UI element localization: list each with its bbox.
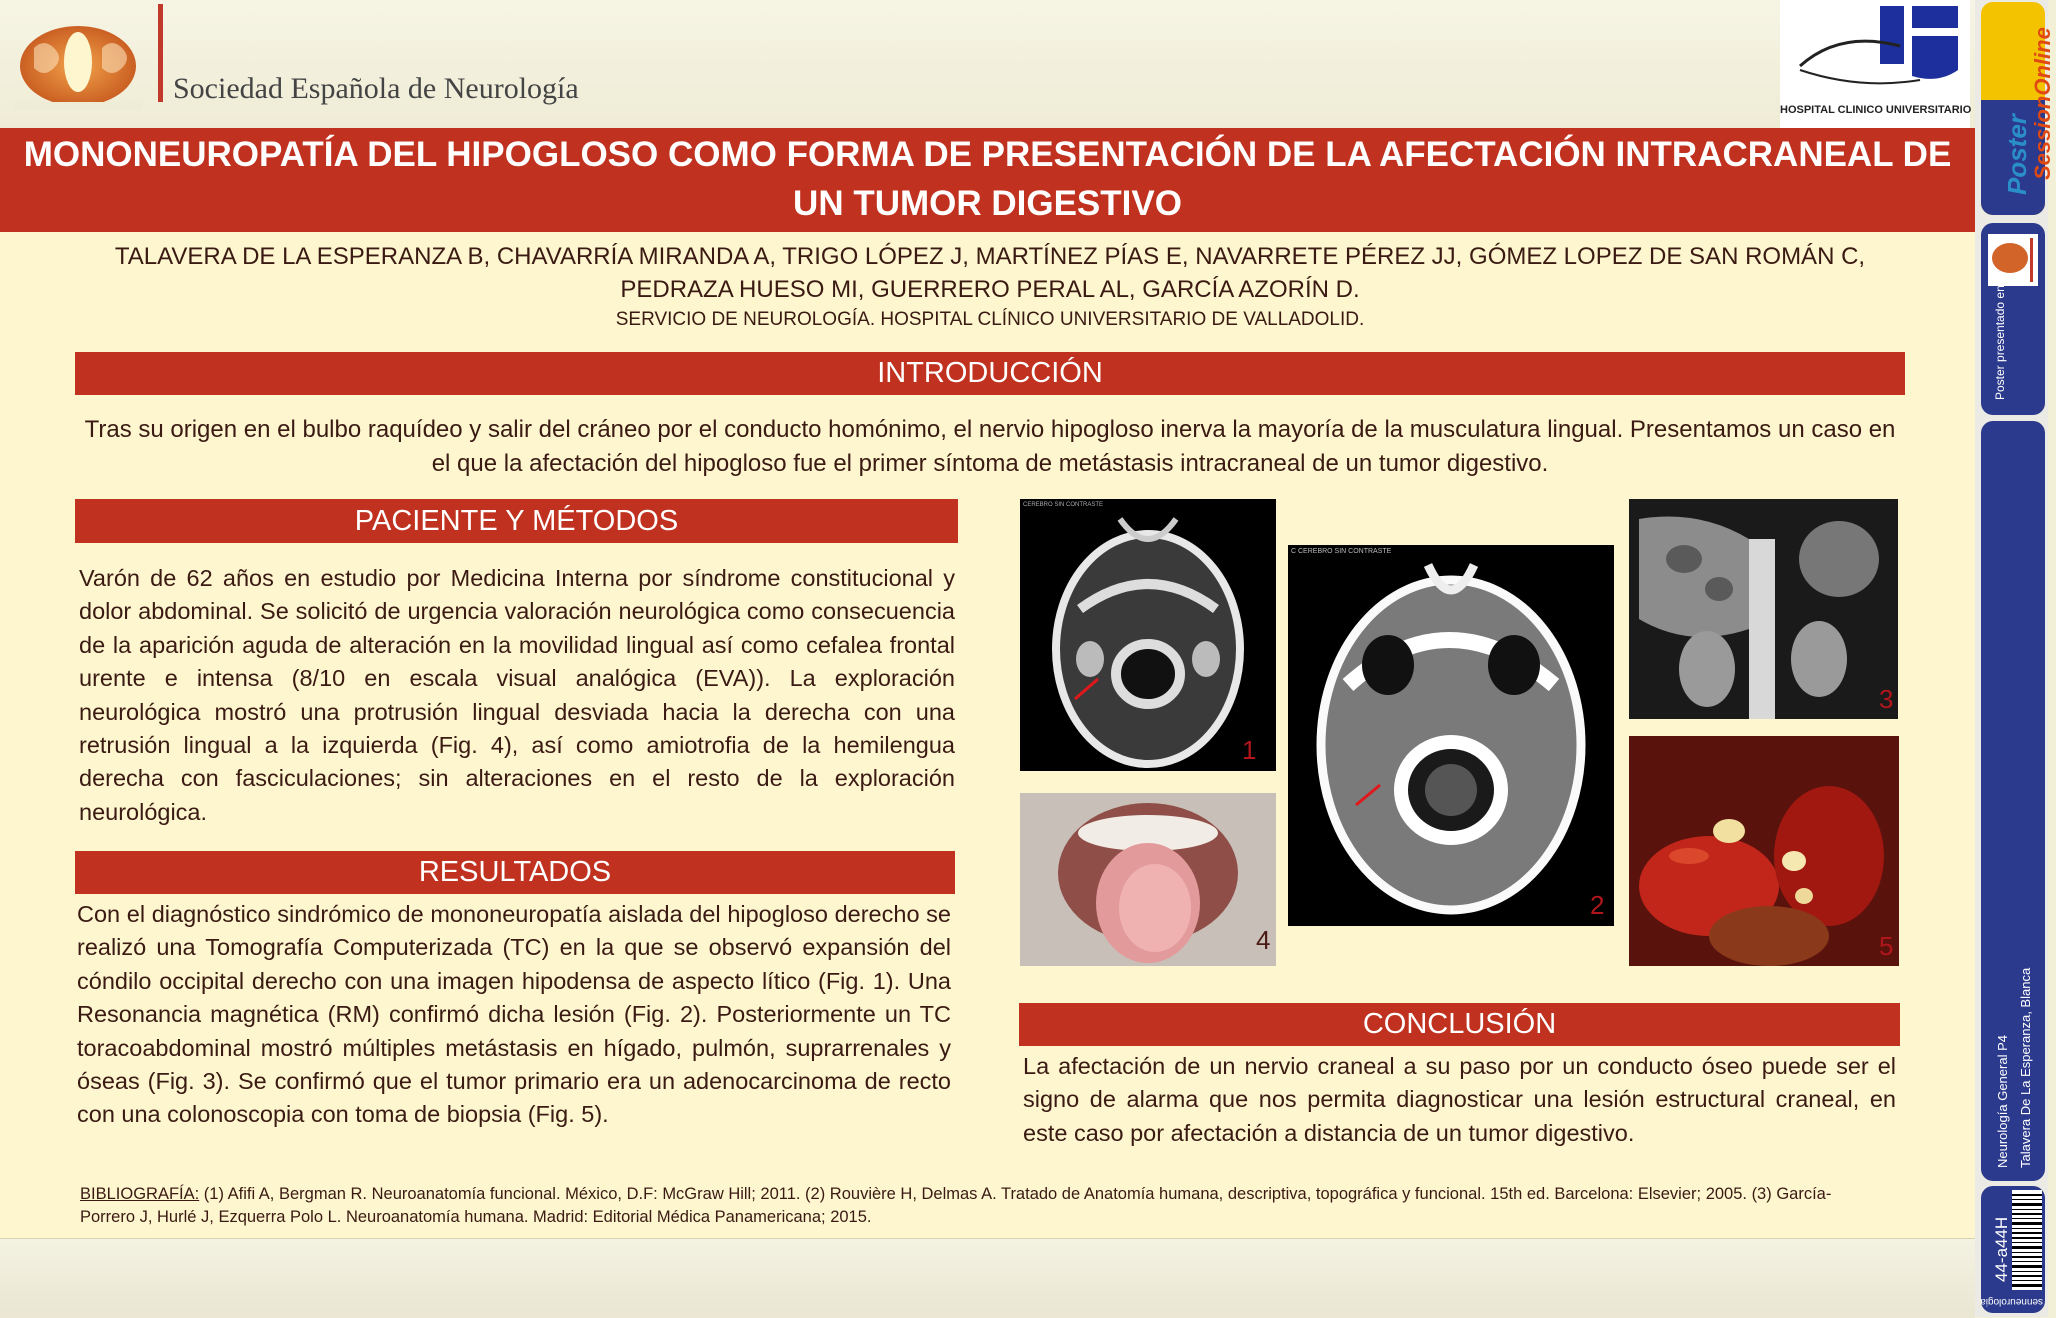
- ct-abdomen-image: [1629, 499, 1898, 719]
- tongue-photo-image: [1020, 793, 1276, 966]
- figure-3-number: 3: [1879, 684, 1894, 714]
- results-heading: RESULTADOS: [75, 851, 955, 894]
- figure-1-caption: CEREBRO SIN CONTRASTE: [1023, 502, 1104, 508]
- bibliography-label: BIBLIOGRAFÍA:: [80, 1185, 200, 1203]
- figure-1-number: 1: [1242, 735, 1257, 765]
- figure-2-number: 2: [1590, 890, 1605, 920]
- presented-at-label: Poster presentado en:: [1993, 281, 2007, 400]
- intro-heading: INTRODUCCIÓN: [75, 352, 1905, 395]
- brand-main: Poster: [2002, 114, 2032, 195]
- figure-4-tongue-photo: [1020, 793, 1276, 966]
- sen-brain-logo: [14, 18, 142, 110]
- results-text: Con el diagnóstico sindrómico de mononeuropatía aislada del hipogloso derecho se realizó una Tomografía Computerizada (TC) en la que se observó expansión del cóndilo occipital derecho con una imagen hipodensa de aspecto lítico (Fig. 1). Una Resonancia magnética (RM) confirmó dicha lesión (Fig. 2). Posteriormente un TC toracoabdominal mostró múltiples metástasis en hígado, pulmón, suprarrenales y óseas (Fig. 3). Se confirmó que el tumor primario era un adenocarcinoma de recto con una colonoscopia con toma de biopsia (Fig. 5).: [77, 901, 951, 1128]
- affiliation: SERVICIO DE NEUROLOGÍA. HOSPITAL CLÍNICO UNIVERSITARIO DE VALLADOLID.: [615, 309, 1365, 330]
- session-author: Talavera De La Esperanza, Blanca: [2018, 967, 2033, 1168]
- figure-2-caption: C CEREBRO SIN CONTRASTE: [1291, 548, 1392, 555]
- colonoscopy-image: [1629, 736, 1899, 966]
- session-info-panel: [1981, 421, 2045, 1181]
- methods-text: Varón de 62 años en estudio por Medicina Interna por síndrome constitucional y dolor abdominal. Se solicitó de urgencia valoración neurológica como consecuencia de la aparición aguda de alteración en la movilidad lingual así como cefalea frontal urente e intensa (8/10 en escala visual analógica (EVA)). La exploración neurológica mostró una protrusión lingual desviada hacia la derecha con una retrusión lingual a la izquierda (Fig. 4), así como amiotrofia de la hemilengua derecha con fasciculaciones; sin alteraciones en el resto de la exploración neurológica.: [79, 565, 955, 825]
- ct-bone-window-image: [1020, 499, 1276, 771]
- barcode-icon: [2012, 1190, 2042, 1290]
- poster-code: 44-a44H: [1992, 1216, 2011, 1282]
- hospital-logo-label: HOSPITAL CLINICO UNIVERSITARIO: [1780, 104, 1972, 116]
- figure-5-colonoscopy: [1629, 736, 1899, 966]
- figure-3-ct-abdominal: [1629, 499, 1898, 719]
- poster-footer: [0, 1238, 1975, 1318]
- figure-1-ct-skull-base: [1020, 499, 1276, 771]
- poster-header: [0, 0, 1975, 129]
- poster-title: MONONEUROPATÍA DEL HIPOGLOSO COMO FORMA DE PRESENTACIÓN DE LA AFECTACIÓN INTRACRANEAL DE UN TUMOR DIGESTIVO: [23, 135, 1952, 223]
- methods-heading: PACIENTE Y MÉTODOS: [75, 499, 958, 543]
- intro-text: Tras su origen en el bulbo raquídeo y salir del cráneo por el conducto homónimo, el nervio hipogloso inerva la mayoría de la musculatura lingual. Presentamos un caso en el que la afectación del hipogloso fue el primer síntoma de metástasis intracraneal de un tumor digestivo.: [84, 416, 1896, 477]
- conclusion-heading: CONCLUSIÓN: [1019, 1003, 1900, 1046]
- conclusion-text: La afectación de un nervio craneal a su paso por un conducto óseo puede ser el signo de alarma que nos permita diagnosticar una lesión estructural craneal, en este caso por afectación a distancia de un tumor digestivo.: [1023, 1053, 1896, 1146]
- figure-5-number: 5: [1879, 931, 1894, 961]
- author-list: TALAVERA DE LA ESPERANZA B, CHAVARRÍA MIRANDA A, TRIGO LÓPEZ J, MARTÍNEZ PÍAS E, NAVARRETE PÉREZ JJ, GÓMEZ LOPEZ DE SAN ROMÁN C, PEDRAZA HUESO MI, GUERRERO PERAL AL, GARCÍA AZORÍN D.: [114, 243, 1866, 303]
- brand-sub: SessionOnline: [2030, 27, 2055, 180]
- seneurologia-tag: senneurologia: [1980, 1296, 2043, 1307]
- figure-2-ct-axial: [1288, 545, 1614, 926]
- figure-4-number: 4: [1256, 925, 1271, 955]
- society-name: Sociedad Española de Neurología: [173, 72, 579, 105]
- sen-divider: [158, 4, 163, 102]
- ct-soft-tissue-image: [1288, 545, 1614, 926]
- bibliography-text: (1) Afifi A, Bergman R. Neuroanatomía funcional. México, D.F: McGraw Hill; 2011. (2) Rouvière H, Delmas A. Tratado de Anatomía humana, descriptiva, topográfica y funcional. 15th ed. Barcelona: Elsevier; 2005. (3) García-Porrero J, Hurlé J, Ezquerra Polo L. Neuroanatomía humana. Madrid: Editorial Médica Panamericana; 2015.: [80, 1185, 1832, 1226]
- bibliography: [80, 1183, 1870, 1229]
- hospital-logo-icon: [1780, 0, 1970, 104]
- sen-mini-logo-icon: [1988, 234, 2038, 286]
- session-category: Neurología General P4: [1995, 1035, 2010, 1168]
